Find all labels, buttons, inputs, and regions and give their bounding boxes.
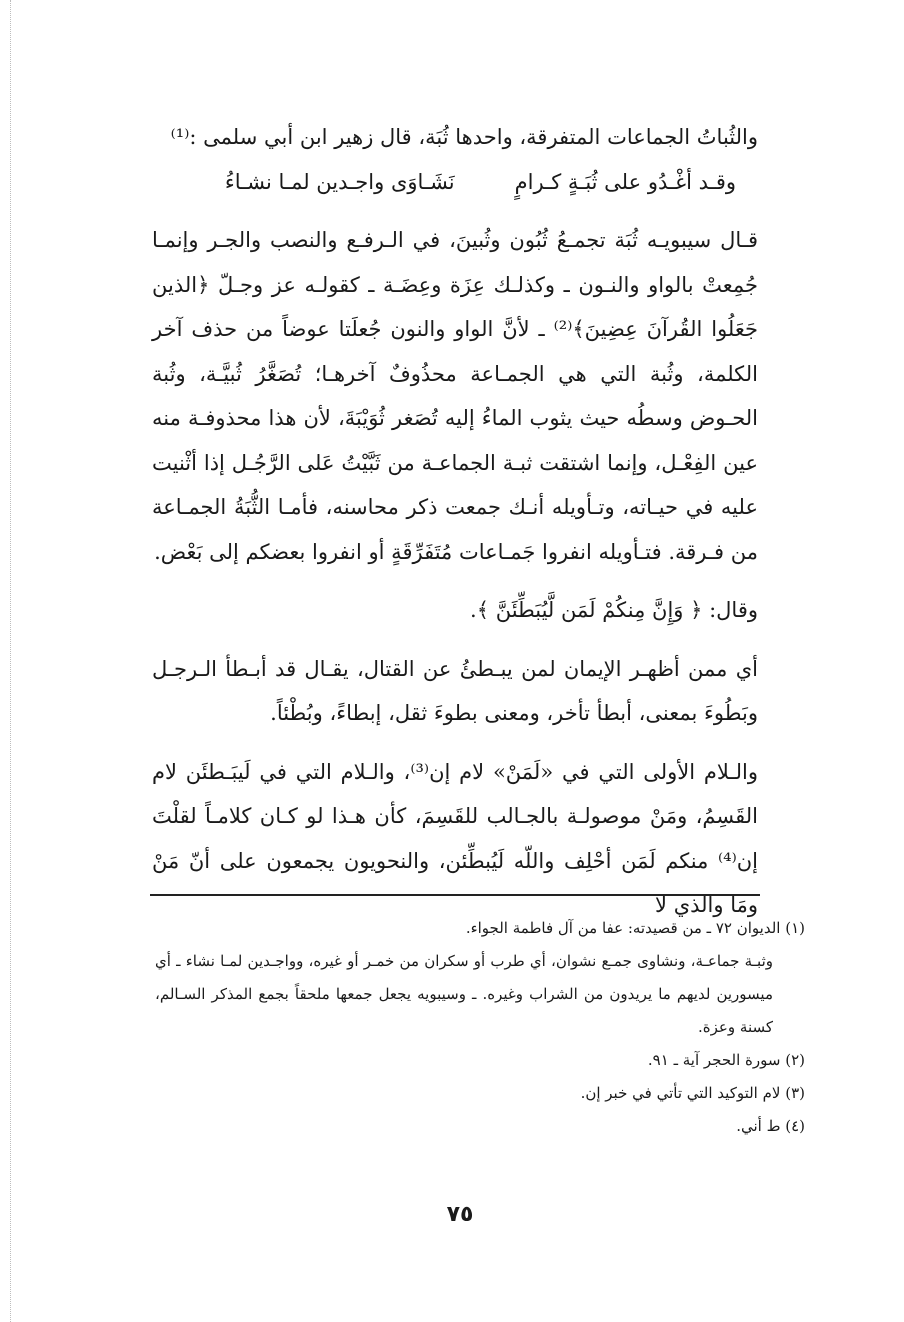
paragraph-1: والثُباتُ الجماعات المتفرقة، واحدها ثُبَة، قال زهير ابن أبي سلمى :⁽¹⁾ — [170, 125, 758, 149]
footnote-2: (٢) سورة الحجر آية ـ ٩١. — [647, 1051, 805, 1069]
footnote-1: (١) الديوان ٧٢ ـ من قصيدته: عفا من آل فاطمة الجواء. — [465, 919, 805, 937]
verse-second-hemistich: نَشَـاوَى واجـدين لمـا نشـاءُ — [224, 169, 455, 194]
paragraph-4: أي ممن أظهـر الإيمان لمن يبـطئُ عن القتال، يقـال قد أبـطأ الـرجـل وبَطُوءَ بمعنى، أبطأ تأخر، ومعنى بطوءَ ثقل، إبطاءً، وبُطْئاً. — [152, 656, 758, 725]
main-text — [152, 115, 758, 928]
footnote-3: (٣) لام التوكيد التي تأتي في خبر إن. — [580, 1084, 805, 1102]
paragraph-5: والـلام الأولى التي في «لَمَنْ» لام إن⁽³⁾، والـلام التي في لَيبَـطئَن لام القَسِمُ، ومَنْ موصولـة بالجـالب للقَسِمَ، كأن هـذا لو كـان كلامـاً لقلْتَ إن⁽⁴⁾ منكم لَمَن أحْلِف واللّه لَيُبطِّئن، والنحويون يجمعون على أنّ مَنْ ومَا والذي لا — [152, 759, 759, 917]
footnote-4: (٤) ط أني. — [736, 1117, 805, 1135]
page-number: ٧٥ — [446, 1202, 474, 1227]
footnote-separator — [150, 894, 760, 896]
paragraph-2: قـال سيبويـه ثُبَة تجمـعُ ثُبُون وثُبينَ، في الـرفـع والنصب والجـر وإنمـا جُمِعتْ بالواو والنـون ـ وكذلـك عِزَة وعِضَـة ـ كقولـه عز وجـلّ ﴿الذين جَعَلُوا القُرآنَ عِضِينَ﴾⁽²⁾ ـ لأنَّ الواو والنون جُعلَتا عوضاً من حذف آخر الكلمة، وثُبة التي هي الجمـاعة محذُوفٌ آخرهـا؛ تُصَغَّرُ ثُبيَّـة، وثُبة الحـوض وسطُه حيث يثوب الماءُ إليه تُصَغر ثُوَيْبَةَ، لأن هذا محذوفـة منه عين الفِعْـل، وإنما اشتقت ثبـة الجماعـة من ثَبَّيْتُ عَلى الرَّجُـل إذا أثْنيت عليه في حيـاته، وتـأويله أنـك جمعت ذكر محاسنه، فأمـا الثُّبَةُ الجمـاعة من فـرقة. فتـأويله انفروا جَمـاعات مُتَفَرِّقَةٍ أو انفروا بعضكم إلى بَعْض. — [152, 228, 758, 564]
footnotes — [155, 912, 805, 1143]
scan-margin-line — [10, 0, 12, 1322]
paragraph-3: وقال: ﴿ وَإِنَّ مِنكُمْ لَمَن لَّيُبَطِّئَنَّ ﴾. — [470, 598, 758, 622]
poetry-verse — [152, 160, 758, 205]
verse-first-hemistich: وقـد أغْـدُو على ثُبَـةٍ كـرامٍ — [514, 169, 736, 194]
footnote-1-commentary: وثبـة جماعـة، ونشاوى جمـع نشوان، أي طرب أو سكران من خمـر أو غيره، وواجـدين لمـا نشاء ـ أي ميسورين لديهم ما يريدون من الشراب وغيره. ـ وسيبويه يجعل جمعها ملحقاً بجمع المذكر السـالم، كسنة وعزة. — [155, 952, 773, 1036]
verse-separator — [455, 160, 515, 205]
